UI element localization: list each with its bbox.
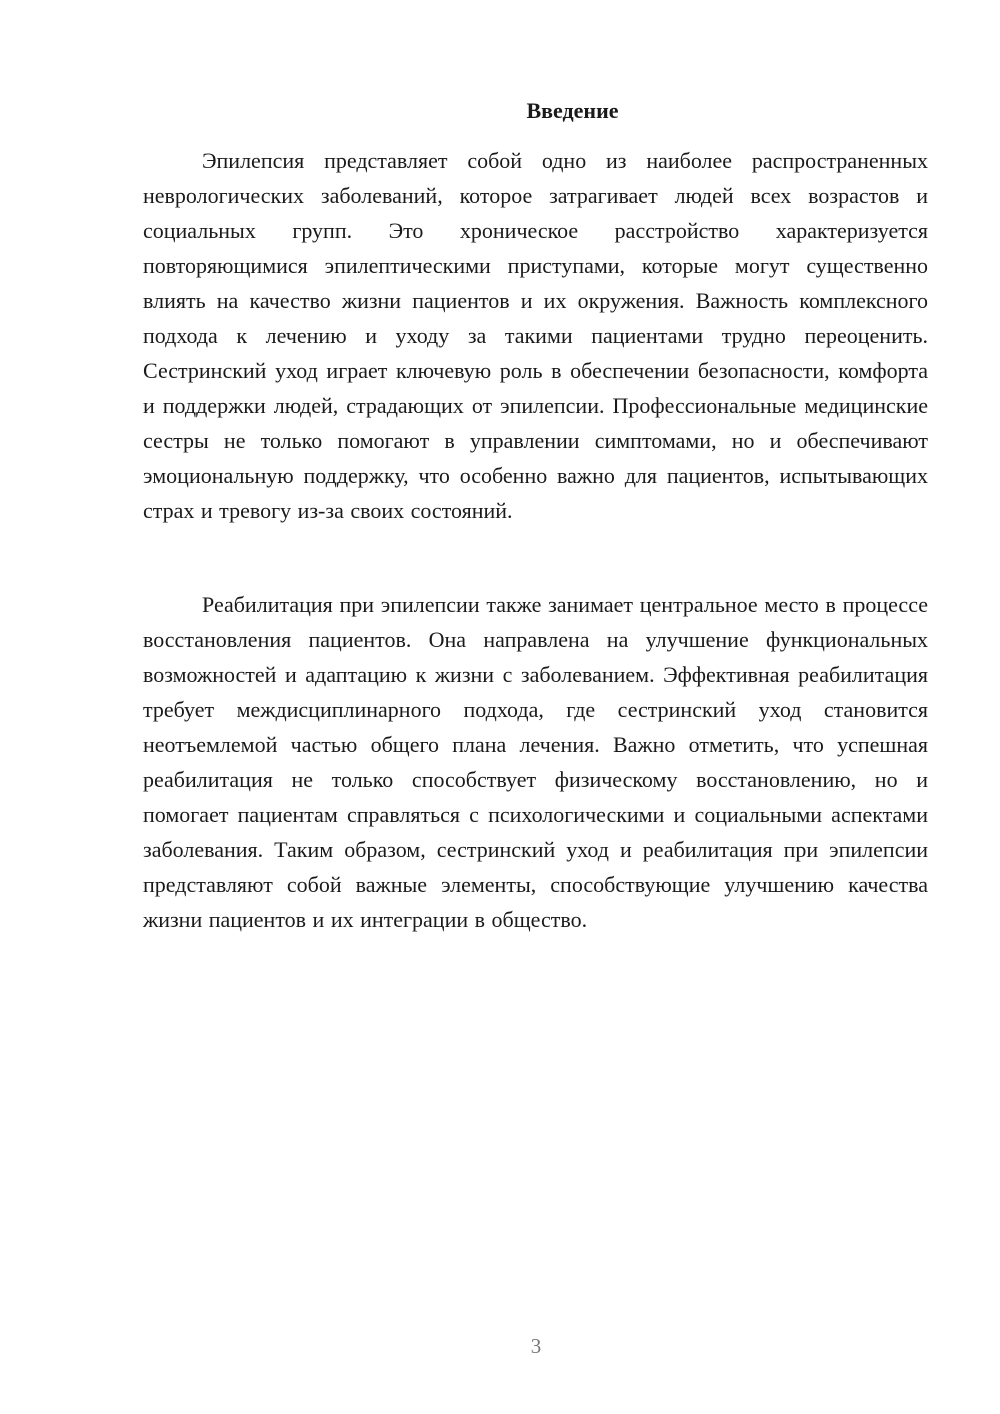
page-number: 3	[530, 1334, 542, 1358]
intro-paragraph-2: Реабилитация при эпилепсии также занимает центральное место в процессе восстановления пациентов. Она направлена на улучшение функциональных возможностей и адаптацию к жизни с заболеванием. Эффективная реабилитация требует междисциплинарного подхода, где сестринский уход становится неотъемлемой частью общего плана лечения. Важно отметить, что успешная реабилитация не только способствует физическому восстановлению, но и помогает пациентам справляться с психологическими и социальными аспектами заболевания. Таким образом, сестринский уход и реабилитация при эпилепсии представляют собой важные элементы, способствующие улучшению качества жизни пациентов и их интеграции в общество.	[143, 592, 928, 932]
section-title: Введение	[526, 98, 619, 123]
intro-paragraph-1: Эпилепсия представляет собой одно из наиболее распространенных неврологических заболеваний, которое затрагивает людей всех возрастов и социальных групп. Это хроническое расстройство характеризуется повторяющимися эпилептическими приступами, которые могут существенно влиять на качество жизни пациентов и их окружения. Важность комплексного подхода к лечению и уходу за такими пациентами трудно переоценить. Сестринский уход играет ключевую роль в обеспечении безопасности, комфорта и поддержки людей, страдающих от эпилепсии. Профессиональные медицинские сестры не только помогают в управлении симптомами, но и обеспечивают эмоциональную поддержку, что особенно важно для пациентов, испытывающих страх и тревогу из-за своих состояний.	[143, 148, 928, 523]
